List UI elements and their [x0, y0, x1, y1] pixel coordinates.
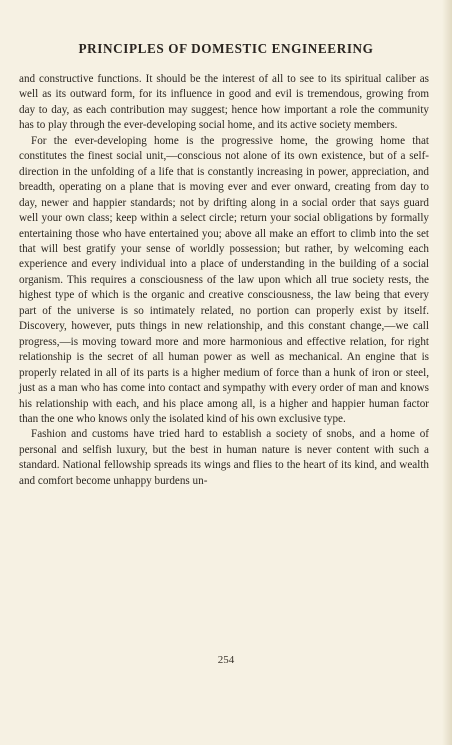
paragraph: For the ever-developing home is the progressive home, the growing home that constitutes the finest social unit,—conscious not alone of its own existence, but of a self-direction in the unfolding of a life that is constantly increasing in power, appreciation, and breadth, operating on a plane that is moving ever and ever onward, creating from day to day, newer and happier standards; not by drifting along in a social order that says guard well your own class; keep within a select circle; return your social obligations by formally entertaining those who have entertained you; above all make an effort to climb into the set that will best gratify your sense of worldly possession; but rather, by welcoming each experience and every individual into a place of understanding in the building of a social organism. This requires a consciousness of the law upon which all true society rests, the highest type of which is the organic and creative consciousness, the law being that every part of the universe is so intimately related, no portion can properly exist by itself. Discovery, however, puts things in new relationship, and this constant change,—we call progress,—is moving toward more and more harmonious and effective relation, for right relationship is the secret of all human power as well as mechanical. An engine that is properly related in all of its parts is a higher medium of force than a hunk of iron or steel, just as a man who has come into contact and sympathy with every order of man and knows his relationship with each, and his place among all, is a higher and happier human factor than the one who knows only the isolated kind of his own exclusive type.: [19, 134, 429, 425]
body-text: [19, 72, 429, 489]
paragraph: Fashion and customs have tried hard to establish a society of snobs, and a home of personal and selfish luxury, but the best in human nature is never content with such a standard. National fellowship spreads its wings and flies to the heart of its kind, and wealth and comfort become unhappy burdens un-: [19, 428, 429, 487]
running-head: PRINCIPLES OF DOMESTIC ENGINEERING: [78, 41, 374, 56]
page-edge-shadow: [442, 0, 452, 745]
paragraph-continued: and constructive functions. It should be the interest of all to see to its spiritual caliber as well as its outward form, for its influence in good and evil is tremendous, growing from day to day, as each contribution may suggest; hence how important a role the community has to play through the ever-developing social home, and its active society members.: [19, 73, 429, 132]
page-number: 254: [217, 654, 235, 666]
